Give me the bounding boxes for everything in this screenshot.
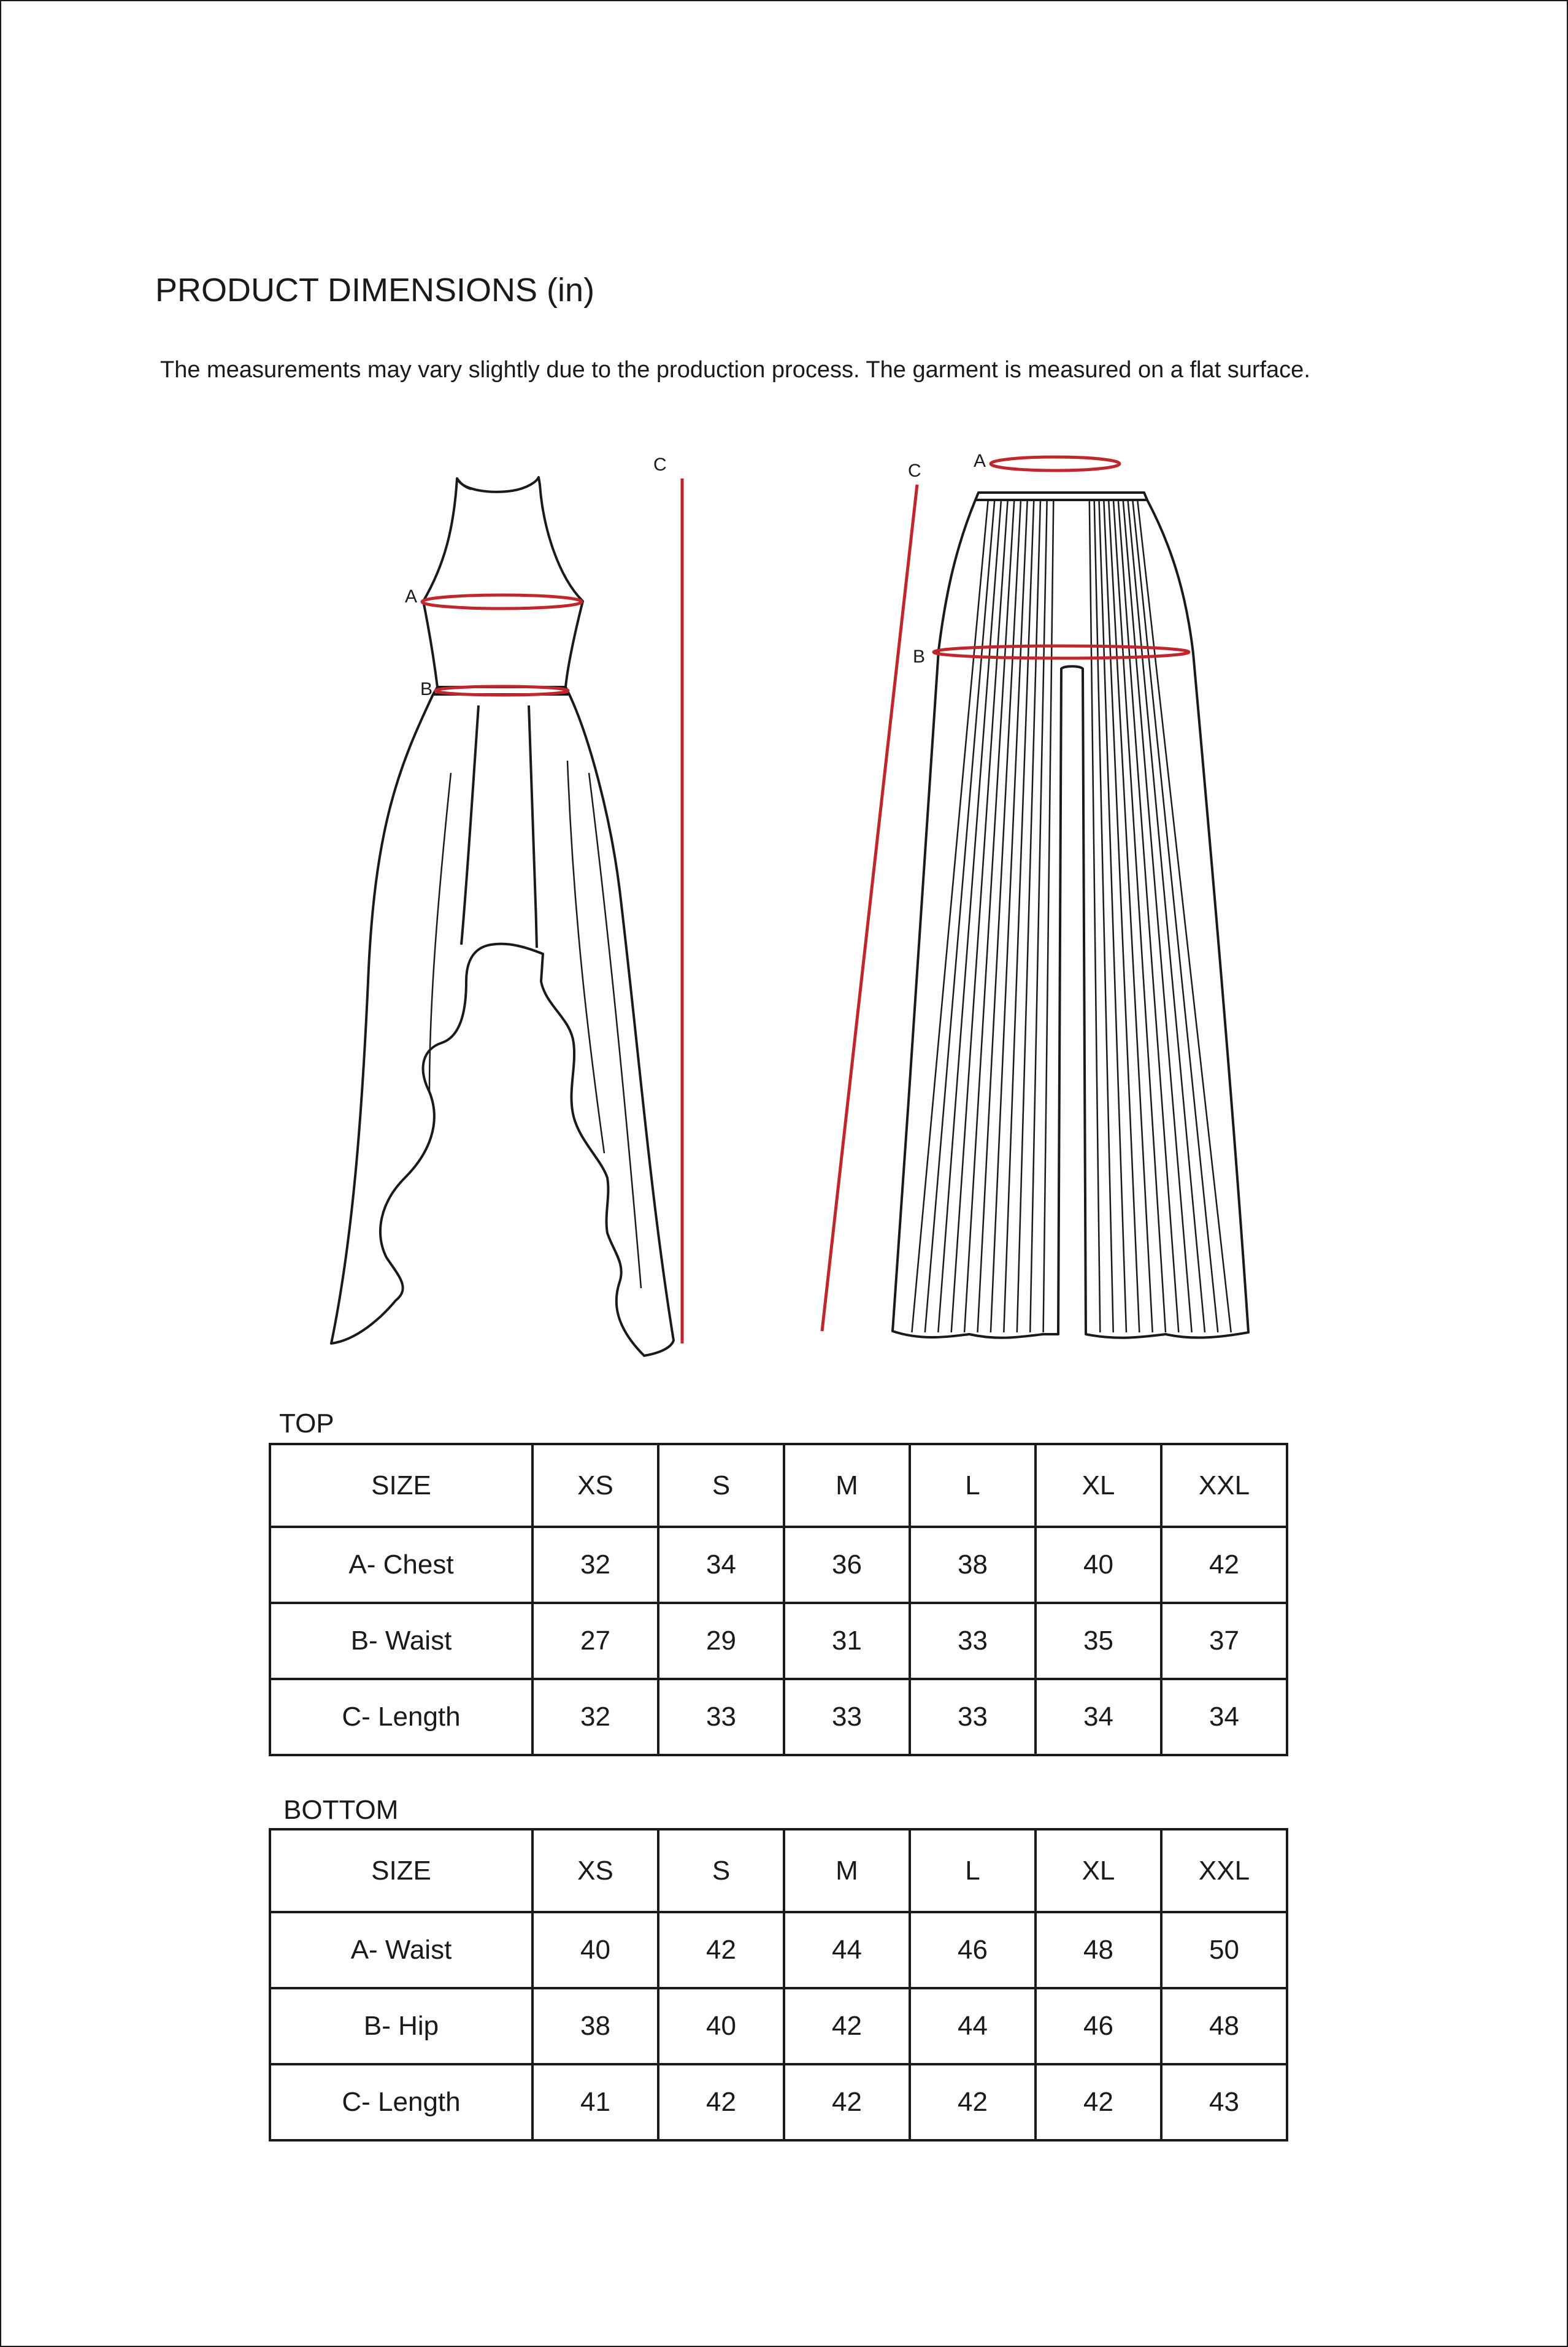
row-label: B- Hip (270, 1988, 532, 2064)
table-cell: 33 (910, 1603, 1036, 1679)
table-row (270, 1988, 1287, 2064)
top-mark-c: C (653, 455, 667, 475)
header-cell: S (658, 1829, 784, 1912)
header-cell: L (910, 1829, 1036, 1912)
table-cell: 40 (1036, 1527, 1161, 1603)
bottom-table-label: BOTTOM (283, 1795, 399, 1825)
table-cell: 35 (1036, 1603, 1161, 1679)
table-cell: 33 (910, 1679, 1036, 1755)
top-size-table (269, 1443, 1288, 1756)
table-cell: 42 (1036, 2064, 1161, 2140)
header-cell: L (910, 1444, 1036, 1527)
top-skirt-outline (331, 694, 674, 1356)
pleat-line (964, 500, 1014, 1332)
table-cell: 38 (910, 1527, 1036, 1603)
pleat-line (1090, 500, 1101, 1332)
pleat-line (1118, 500, 1179, 1332)
row-label: A- Waist (270, 1912, 532, 1988)
bottom-garment-drawing (893, 493, 1248, 1338)
table-row (270, 1527, 1287, 1603)
row-label: C- Length (270, 1679, 532, 1755)
table-row (270, 2064, 1287, 2140)
table-cell: 40 (532, 1912, 658, 1988)
table-cell: 42 (784, 2064, 910, 2140)
table-row (270, 1912, 1287, 1988)
header-cell: XXL (1161, 1444, 1287, 1527)
top-skirt-panel (461, 705, 478, 945)
table-cell: 42 (910, 2064, 1036, 2140)
table-cell: 34 (1161, 1679, 1287, 1755)
pleat-line (912, 500, 988, 1332)
top-chest-measure-line (422, 595, 582, 609)
table-cell: 46 (1036, 1988, 1161, 2064)
table-header-row (270, 1829, 1287, 1912)
table-cell: 33 (658, 1679, 784, 1755)
table-cell: 42 (658, 2064, 784, 2140)
header-cell: XL (1036, 1829, 1161, 1912)
measurement-note: The measurements may vary slightly due to the production process. The garment is measured on a flat surface. (160, 357, 1310, 383)
bottom-waist-measure-line (991, 457, 1120, 471)
table-cell: 32 (532, 1527, 658, 1603)
table-cell: 38 (532, 1988, 658, 2064)
top-neckline (457, 478, 471, 489)
table-cell: 46 (910, 1912, 1036, 1988)
table-cell: 29 (658, 1603, 784, 1679)
table-cell: 42 (658, 1912, 784, 1988)
table-cell: 44 (784, 1912, 910, 1988)
bottom-mark-c: C (908, 461, 921, 481)
table-cell: 36 (784, 1527, 910, 1603)
header-cell: M (784, 1829, 910, 1912)
bottom-hip-measure-line (934, 646, 1189, 658)
row-label: A- Chest (270, 1527, 532, 1603)
header-cell: M (784, 1444, 910, 1527)
bottom-mark-a: A (974, 451, 986, 471)
top-skirt-fold-center (529, 705, 537, 948)
pleat-line (938, 500, 1001, 1332)
table-row (270, 1679, 1287, 1755)
table-cell: 27 (532, 1603, 658, 1679)
top-mark-b: B (420, 679, 433, 699)
header-cell: S (658, 1444, 784, 1527)
table-cell: 41 (532, 2064, 658, 2140)
bottom-size-table (269, 1828, 1288, 2141)
table-cell: 34 (1036, 1679, 1161, 1755)
table-cell: 42 (1161, 1527, 1287, 1603)
header-cell: XS (532, 1444, 658, 1527)
bottom-pleats (912, 500, 1231, 1332)
table-cell: 33 (784, 1679, 910, 1755)
top-waist-measure-line (436, 686, 568, 695)
table-cell: 37 (1161, 1603, 1287, 1679)
top-skirt-fold-right (567, 761, 604, 1153)
bottom-mark-b: B (913, 647, 926, 667)
bottom-outline (893, 500, 1248, 1338)
table-cell: 43 (1161, 2064, 1287, 2140)
top-skirt-fold-far (589, 773, 641, 1288)
table-cell: 48 (1036, 1912, 1161, 1988)
table-cell: 50 (1161, 1912, 1287, 1988)
table-cell: 48 (1161, 1988, 1287, 2064)
table-header-row (270, 1444, 1287, 1527)
header-cell: XL (1036, 1444, 1161, 1527)
table-cell: 31 (784, 1603, 910, 1679)
top-mark-a: A (405, 586, 418, 607)
top-bodice-outline (423, 477, 583, 687)
row-label: C- Length (270, 2064, 532, 2140)
table-cell: 42 (784, 1988, 910, 2064)
header-cell: XS (532, 1829, 658, 1912)
top-table-label: TOP (279, 1408, 334, 1439)
header-cell: XXL (1161, 1829, 1287, 1912)
table-cell: 44 (910, 1988, 1036, 2064)
row-label: B- Waist (270, 1603, 532, 1679)
table-cell: 34 (658, 1527, 784, 1603)
table-cell: 32 (532, 1679, 658, 1755)
bottom-length-measure-line (822, 485, 917, 1331)
top-measure-marks (422, 478, 682, 1343)
header-cell: SIZE (270, 1829, 532, 1912)
page-title: PRODUCT DIMENSIONS (in) (155, 272, 595, 309)
table-row (270, 1603, 1287, 1679)
table-cell: 40 (658, 1988, 784, 2064)
header-cell: SIZE (270, 1444, 532, 1527)
